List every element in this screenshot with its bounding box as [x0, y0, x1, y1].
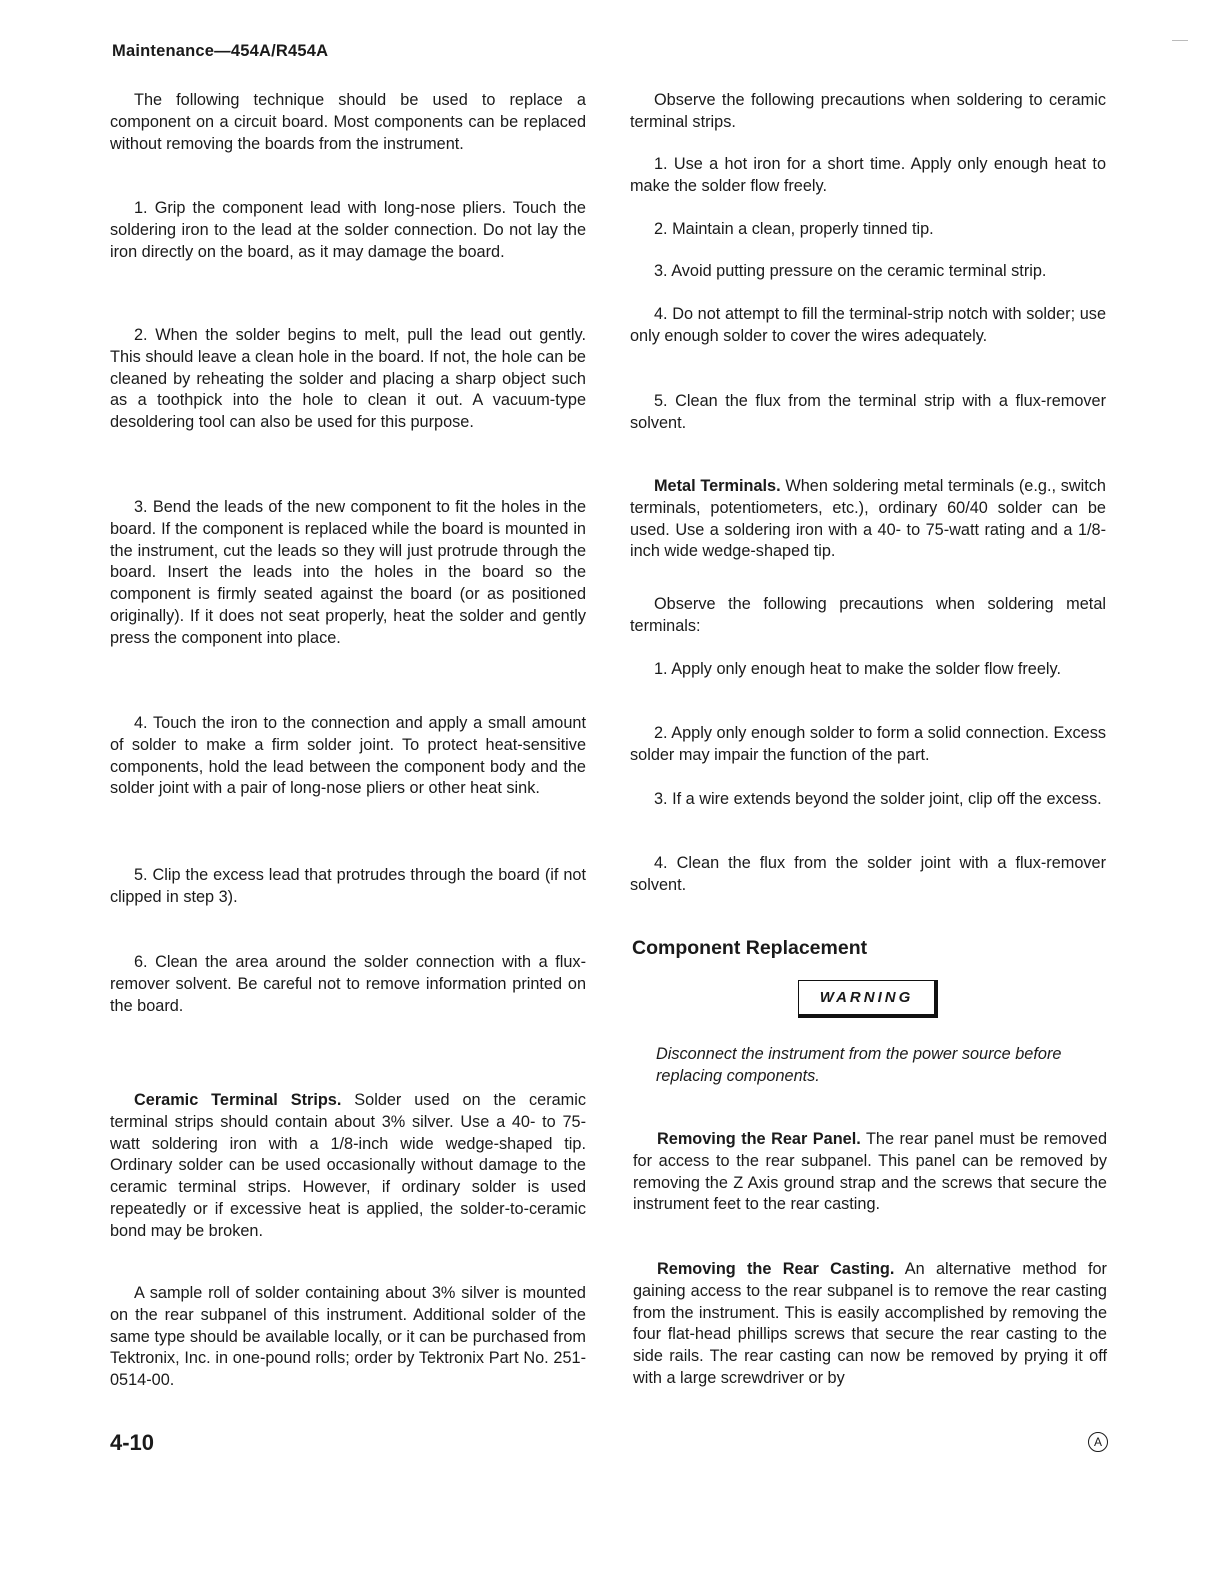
step-paragraph: 6. Clean the area around the solder connection with a flux-remover solvent. Be careful not to remove information printed on the board. — [110, 953, 586, 1015]
right-ceramic-step-3 — [630, 261, 1106, 283]
right-ceramic-intro — [630, 90, 1106, 134]
left-step-3 — [110, 497, 586, 650]
right-metal-step-4 — [630, 853, 1106, 897]
right-metal-step-1 — [630, 659, 1106, 681]
step-paragraph: 4. Touch the iron to the connection and apply a small amount of solder to make a firm solder joint. To protect heat-sensitive components, hold the lead between the component body and the solder joint with a pair of long-nose pliers or other heat sink. — [110, 714, 586, 798]
right-metal-step-3 — [630, 789, 1106, 811]
ceramic-intro-paragraph: Observe the following precautions when soldering to ceramic terminal strips. — [630, 91, 1106, 131]
rear-panel-paragraph — [633, 1129, 1107, 1216]
left-step-6 — [110, 952, 586, 1017]
precaution-paragraph: 2. Apply only enough solder to form a solid connection. Excess solder may impair the function of the part. — [630, 724, 1106, 764]
step-paragraph: 3. Bend the leads of the new component to fit the holes in the board. If the component is replaced while the board is mounted in the instrument, cut the leads so they will just protrude through the board. Insert the leads into the holes in the board so the component is firmly seated against the board (or as positioned originally). If it does not seat properly, heat the solder and gently press the component into place. — [110, 498, 586, 647]
precaution-paragraph: 1. Apply only enough heat to make the solder flow freely. — [654, 660, 1061, 678]
left-step-4 — [110, 713, 586, 800]
rear-panel-text: The rear panel must be removed for access to the rear subpanel. This panel can be removed by removing the Z Axis ground strap and the screws that secure the instrument feet to the rear casting. — [633, 1130, 1107, 1214]
right-metal-intro — [630, 594, 1106, 638]
rear-casting-heading: Removing the Rear Casting. — [657, 1260, 895, 1278]
right-ceramic-step-5 — [630, 391, 1106, 435]
metal-intro-paragraph: Observe the following precautions when soldering metal terminals: — [630, 595, 1106, 635]
rear-panel-heading: Removing the Rear Panel. — [657, 1130, 861, 1148]
rear-panel — [633, 1129, 1107, 1216]
left-step-1 — [110, 198, 586, 263]
ceramic-heading: Ceramic Terminal Strips. — [134, 1091, 342, 1109]
metal-text: When soldering metal terminals (e.g., switch terminals, potentiometers, etc.), ordinary 60/40 solder can be used. Use a soldering iron with a 40- to 75-watt rating and a 1/8-inch wide wedge-shaped tip. — [630, 477, 1106, 561]
sample-roll — [110, 1283, 586, 1392]
precaution-paragraph: 5. Clean the flux from the terminal strip with a flux-remover solvent. — [630, 392, 1106, 432]
metal-heading: Metal Terminals. — [654, 477, 781, 495]
page-number: 4-10 — [110, 1430, 155, 1455]
precaution-paragraph: 1. Use a hot iron for a short time. Apply only enough heat to make the solder flow freely. — [630, 155, 1106, 195]
metal-paragraph — [630, 476, 1106, 563]
left-column — [110, 90, 586, 155]
left-step-2 — [110, 325, 586, 434]
page-header: Maintenance—454A/R454A — [112, 42, 329, 60]
step-paragraph: 2. When the solder begins to melt, pull the lead out gently. This should leave a clean hole in the board. If not, the hole can be cleaned by reheating the solder and placing a sharp object such as a toothpick into the hole to clean it out. A vacuum-type desoldering tool can also be used for this purpose. — [110, 326, 586, 432]
right-ceramic-step-4 — [630, 304, 1106, 348]
revision-mark: A — [1088, 1432, 1108, 1452]
metal-terminals — [630, 476, 1106, 563]
left-step-5 — [110, 865, 586, 909]
right-ceramic-step-1 — [630, 154, 1106, 198]
precaution-paragraph: 3. If a wire extends beyond the solder joint, clip off the excess. — [654, 790, 1102, 808]
sample-paragraph: A sample roll of solder containing about 3% silver is mounted on the rear subpanel of this instrument. Additional solder of the same type should be available locally, or it can be purchased from Tektronix, Inc. in one-pound rolls; order by Tektronix Part No. 251-0514-00. — [110, 1284, 586, 1390]
precaution-paragraph: 4. Clean the flux from the solder joint with a flux-remover solvent. — [630, 854, 1106, 894]
step-paragraph: 5. Clip the excess lead that protrudes through the board (if not clipped in step 3). — [110, 866, 586, 906]
rear-casting-paragraph — [633, 1259, 1107, 1390]
ceramic-terminal-strips — [110, 1090, 586, 1243]
rear-casting — [633, 1259, 1107, 1390]
ceramic-paragraph — [110, 1090, 586, 1243]
intro-paragraph: The following technique should be used to replace a component on a circuit board. Most components can be replaced without removing the boards from the instrument. — [110, 91, 586, 153]
right-metal-step-2 — [630, 723, 1106, 767]
step-paragraph: 1. Grip the component lead with long-nose pliers. Touch the soldering iron to the lead at the solder connection. Do not lay the iron directly on the board, as it may damage the board. — [110, 199, 586, 261]
section-title: Component Replacement — [632, 937, 868, 959]
right-ceramic-step-2 — [630, 219, 1106, 241]
corner-mark — [1172, 40, 1188, 41]
precaution-paragraph: 3. Avoid putting pressure on the ceramic terminal strip. — [654, 262, 1047, 280]
warning-box: WARNING — [798, 980, 938, 1018]
rear-casting-text: An alternative method for gaining access to the rear subpanel is to remove the rear casting from the instrument. This is easily accomplished by removing the four flat-head phillips screws that secure the rear casting to the side rails. The rear casting can now be removed by prying it off with a large screwdriver or by — [633, 1260, 1107, 1387]
precaution-paragraph: 2. Maintain a clean, properly tinned tip. — [654, 220, 934, 238]
precaution-paragraph: 4. Do not attempt to fill the terminal-strip notch with solder; use only enough solder to cover the wires adequately. — [630, 305, 1106, 345]
ceramic-text: Solder used on the ceramic terminal strips should contain about 3% silver. Use a 40- to 75-watt soldering iron with a 1/8-inch wide wedge-shaped tip. Ordinary solder can be used occasionally without damage to the ceramic terminal strips. However, if ordinary solder is used repeatedly or if excessive heat is applied, the solder-to-ceramic bond may be broken. — [110, 1091, 586, 1240]
warning-text: Disconnect the instrument from the power source before replacing components. — [656, 1045, 1062, 1085]
